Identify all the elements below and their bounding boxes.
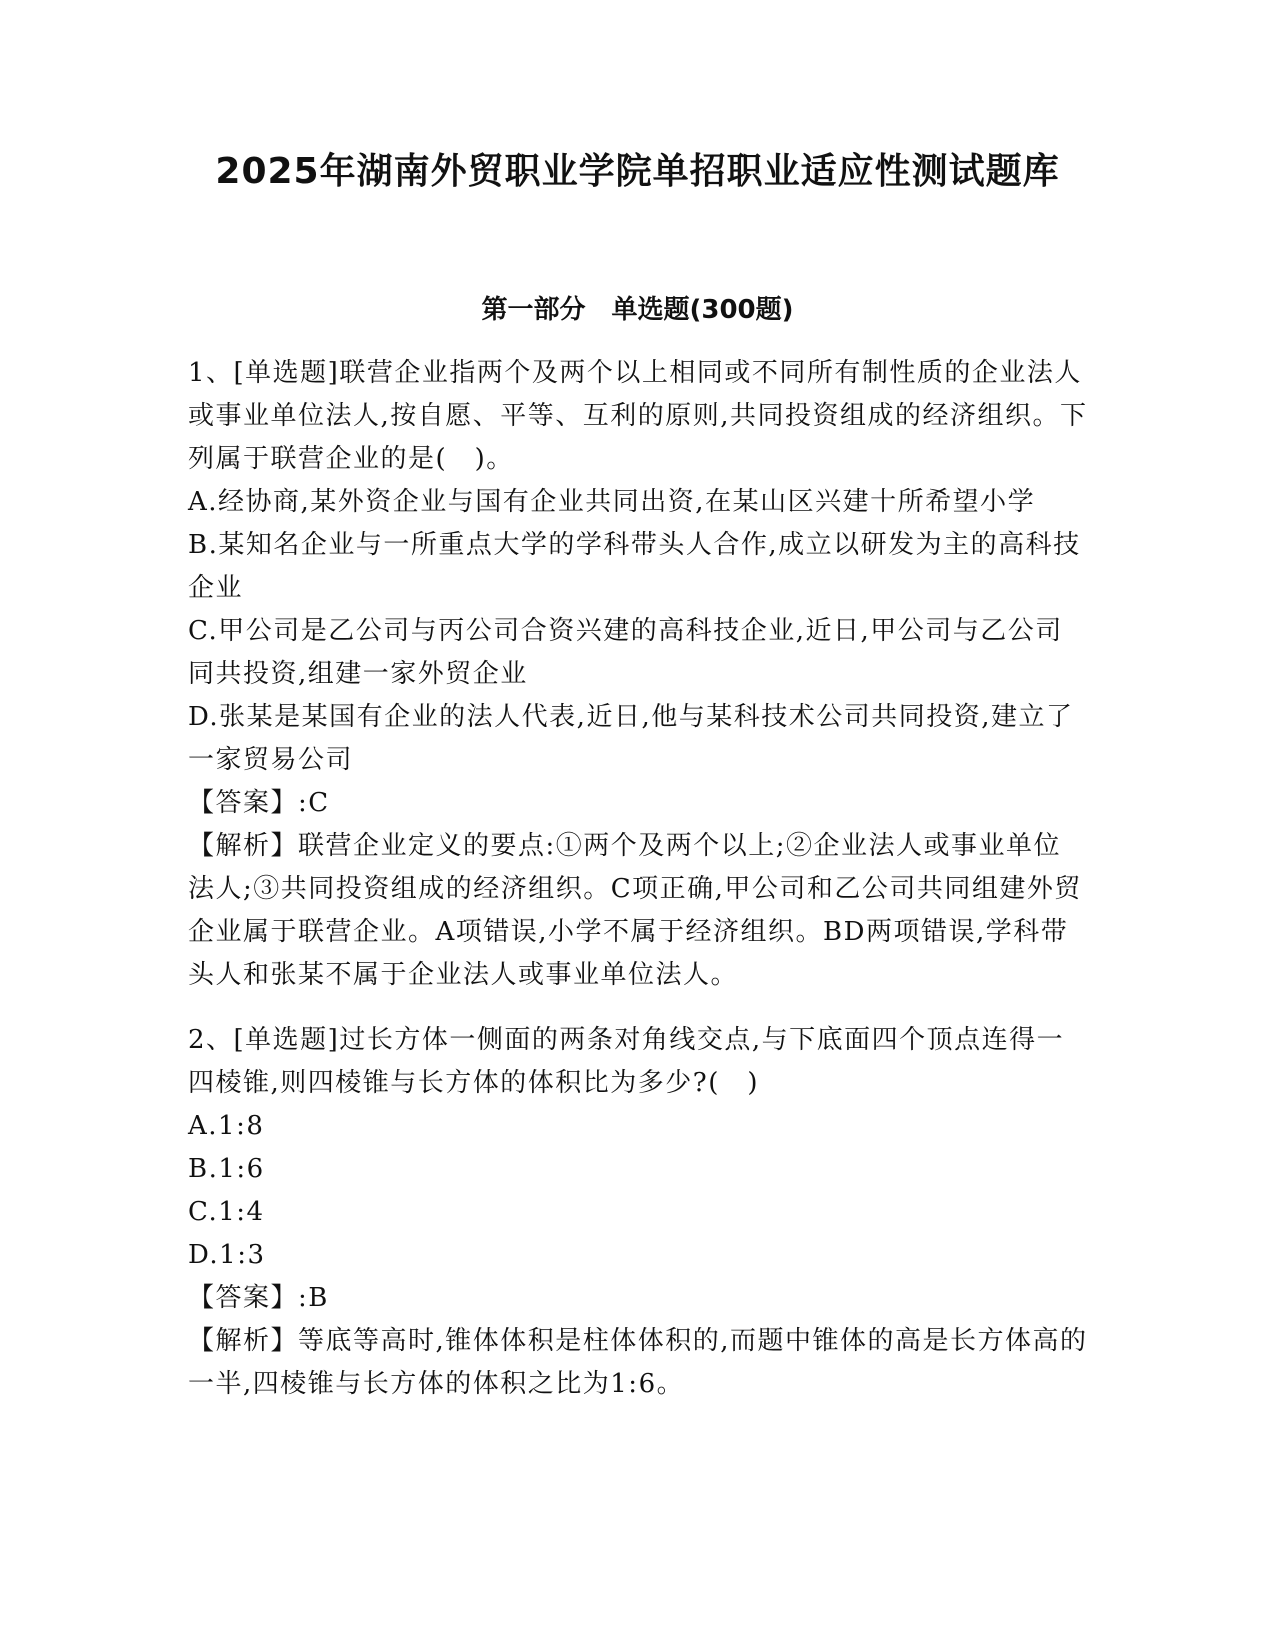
option-b: B.某知名企业与一所重点大学的学科带头人合作,成立以研发为主的高科技企业 xyxy=(188,530,1081,603)
answer-line: 【答案】:B xyxy=(188,1283,329,1313)
option-d: D.1:3 xyxy=(188,1240,266,1270)
question-2 xyxy=(188,1019,1088,1406)
option-c: C.1:4 xyxy=(188,1197,265,1227)
option-a: A.经协商,某外资企业与国有企业共同出资,在某山区兴建十所希望小学 xyxy=(188,487,1036,517)
question-stem: 1、[单选题]联营企业指两个及两个以上相同或不同所有制性质的企业法人或事业单位法人,按自愿、平等、互利的原则,共同投资组成的经济组织。下列属于联营企业的是( )。 xyxy=(188,358,1088,474)
answer-line: 【答案】:C xyxy=(188,788,330,818)
analysis-paragraph: 【解析】等底等高时,锥体体积是柱体体积的,而题中锥体的高是长方体高的一半,四棱锥与长方体的体积之比为1:6。 xyxy=(188,1326,1088,1399)
analysis-paragraph: 【解析】联营企业定义的要点:①两个及两个以上;②企业法人或事业单位法人;③共同投资组成的经济组织。C项正确,甲公司和乙公司共同组建外贸企业属于联营企业。A项错误,小学不属于经济组织。BD两项错误,学科带头人和张某不属于企业法人或事业单位法人。 xyxy=(188,831,1082,990)
section-title: 第一部分 单选题(300题) xyxy=(481,295,794,325)
document-title: 2025年湖南外贸职业学院单招职业适应性测试题库 xyxy=(215,151,1060,192)
option-b: B.1:6 xyxy=(188,1154,265,1184)
option-d: D.张某是某国有企业的法人代表,近日,他与某科技术公司共同投资,建立了一家贸易公司 xyxy=(188,702,1074,775)
option-a: A.1:8 xyxy=(188,1111,265,1141)
question-list xyxy=(188,352,1088,1406)
question-1 xyxy=(188,352,1088,997)
option-c: C.甲公司是乙公司与丙公司合资兴建的高科技企业,近日,甲公司与乙公司同共投资,组建一家外贸企业 xyxy=(188,616,1063,689)
question-stem: 2、[单选题]过长方体一侧面的两条对角线交点,与下底面四个顶点连得一四棱锥,则四棱锥与长方体的体积比为多少?( ) xyxy=(188,1025,1065,1098)
